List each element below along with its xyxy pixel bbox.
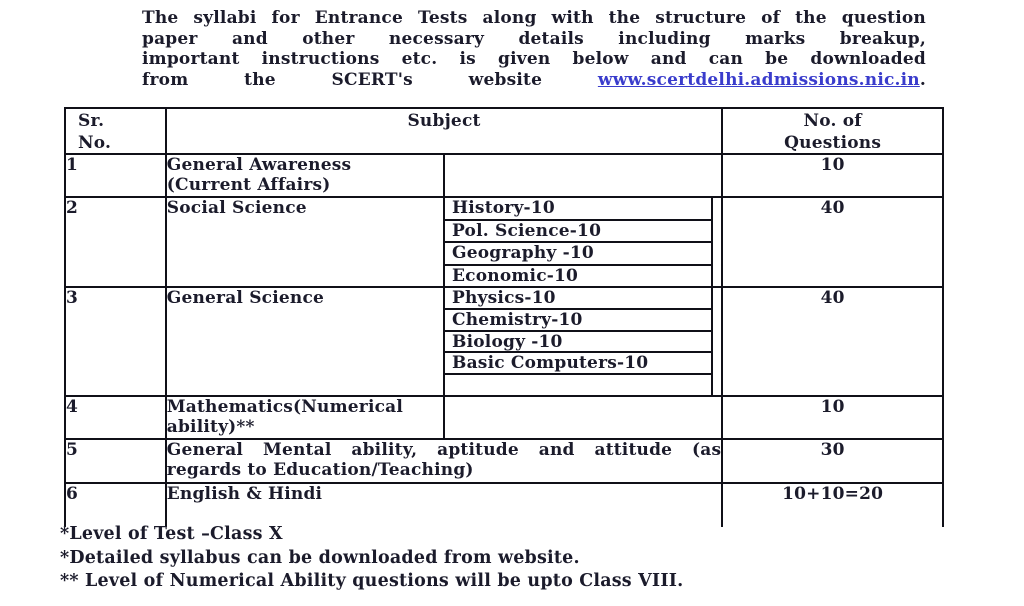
sub-subject-box: Physics-10 (445, 288, 711, 310)
sub-subjects-cell (444, 396, 722, 439)
sub-subjects-cell (444, 197, 722, 287)
sub-subjects-stack (445, 288, 713, 395)
subject-cell (166, 439, 723, 483)
table-row (65, 287, 943, 396)
footnote: *Level of Test –Class X (60, 524, 283, 544)
table-row (65, 197, 943, 287)
scert-website-link[interactable]: www.scertdelhi.admissions.nic.in (597, 69, 920, 90)
subject-line: General Science (166, 288, 325, 308)
sub-subject-box: Biology -10 (445, 332, 711, 354)
table-row (65, 154, 943, 197)
subject-line: (Current Affairs) (166, 175, 331, 195)
subject-cell (166, 197, 444, 287)
footnote: ** Level of Numerical Ability questions will be upto Class VIII. (60, 571, 684, 591)
sub-subjects-stack (445, 198, 713, 286)
intro-line (142, 70, 926, 91)
subject-line: Social Science (166, 198, 307, 218)
header-sr-no (65, 108, 166, 154)
questions-cell: 40 (722, 197, 943, 287)
intro-line: important instructions etc. is given below and can be downloaded (142, 49, 926, 69)
header-questions-line: Questions (784, 133, 882, 153)
subject-line: General Awareness (166, 155, 352, 175)
header-questions-line: No. of (803, 111, 862, 131)
footnote: *Detailed syllabus can be downloaded from website. (60, 547, 580, 568)
sub-subject-box: Basic Computers-10 (445, 353, 711, 375)
sub-subject-box: Pol. Science-10 (445, 221, 711, 244)
sr-no-cell: 6 (65, 483, 166, 527)
sub-subject-box (445, 375, 711, 395)
sub-subject-box: History-10 (445, 198, 711, 221)
subject-line: ability)** (166, 417, 255, 437)
intro-line-text: . (919, 69, 926, 90)
subject-line: regards to Education/Teaching) (166, 460, 474, 480)
sub-subject-box: Chemistry-10 (445, 310, 711, 332)
sub-subjects-cell (444, 287, 722, 396)
sub-subject-box: Geography -10 (445, 243, 711, 266)
footnotes (60, 523, 980, 594)
intro-paragraph (142, 8, 926, 90)
syllabus-table (64, 107, 944, 527)
subject-cell (166, 287, 444, 396)
sr-no-cell: 1 (65, 154, 166, 197)
questions-cell: 30 (722, 439, 943, 483)
header-sr-line: No. (78, 133, 112, 153)
subject-line: General Mental ability, aptitude and attitude (as (166, 440, 722, 460)
subject-line: English & Hindi (166, 484, 323, 504)
header-subject: Subject (166, 108, 723, 154)
intro-line-text: from the SCERT's website (142, 69, 598, 90)
questions-cell: 10+10=20 (722, 483, 943, 527)
subject-cell (166, 396, 444, 439)
questions-cell: 10 (722, 154, 943, 197)
sr-no-cell: 4 (65, 396, 166, 439)
sub-subjects-cell (444, 154, 722, 197)
subject-cell (166, 483, 723, 527)
table-row (65, 483, 943, 527)
header-questions (722, 108, 943, 154)
sr-no-cell: 2 (65, 197, 166, 287)
table-header-row (65, 108, 943, 154)
subject-cell (166, 154, 444, 197)
table-row (65, 396, 943, 439)
table-row (65, 439, 943, 483)
intro-line: paper and other necessary details including marks breakup, (142, 28, 926, 49)
sr-no-cell: 5 (65, 439, 166, 483)
header-sr-line: Sr. (78, 111, 105, 131)
intro-line: The syllabi for Entrance Tests along with the structure of the question (142, 8, 926, 28)
table-body (65, 154, 943, 527)
questions-cell: 40 (722, 287, 943, 396)
sr-no-cell: 3 (65, 287, 166, 396)
subject-line: Mathematics(Numerical (166, 397, 404, 417)
sub-subject-box: Economic-10 (452, 265, 579, 286)
questions-cell: 10 (722, 396, 943, 439)
